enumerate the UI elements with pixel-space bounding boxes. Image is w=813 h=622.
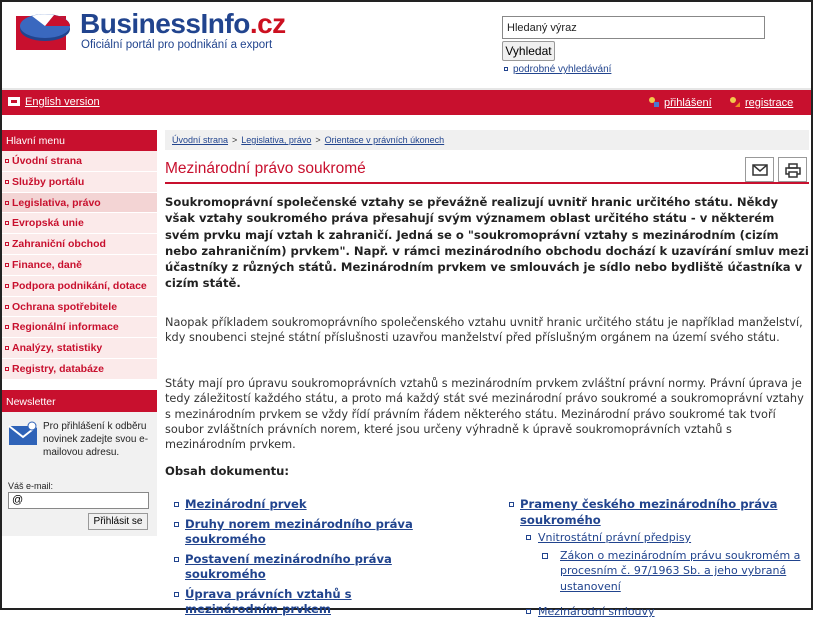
square-bullet-icon (5, 221, 9, 225)
square-bullet-icon (5, 263, 9, 267)
square-bullet-icon (5, 201, 9, 205)
lead-paragraph: Soukromoprávní společenské vztahy se převážně realizují uvnitř hranic určitého státu. Někdy však vztahy soukromého práva přesahují svým významem oblast určitého státu - v některém svém prvku mají vztah k zahraničí. Jedná se o "soukromoprávní vztahy s mezinárodním (cizím nebo zahraničním) prvkem". Např. v rámci mezinárodního obchodu dochází k uzavírání smluv mezi účastníky z různých států. Mezinárodním prvkem ve smlouvách je sídlo nebo bydliště účastníka v cizím státě. (165, 195, 809, 291)
newsletter-text: Pro přihlášení k odběru novinek zadejte svou e-mailovou adresu. (43, 420, 149, 458)
print-icon (785, 163, 801, 178)
paragraph-1: Naopak příkladem soukromoprávního společenského vztahu uvnitř hranic určitého státu je například manželství, kdy snoubenci stejné státní příslušnosti uzavřou manželství před příslušným orgánem na území svého státu. (165, 316, 803, 345)
sidebar-item[interactable] (2, 317, 157, 338)
toc-sub-sub-link[interactable]: Zákon o mezinárodním právu soukromém a procesním č. 97/1963 Sb. a jeho vybraná ustanovení (500, 548, 808, 595)
envelope-icon (8, 422, 38, 446)
sidebar (2, 130, 157, 536)
square-bullet-icon (5, 346, 9, 350)
register-link[interactable]: registrace (729, 96, 793, 109)
breadcrumb-separator: > (232, 135, 238, 145)
sidebar-item-label: Evropská unie (12, 217, 84, 230)
square-bullet-icon (174, 592, 179, 597)
site-header (2, 2, 811, 88)
sidebar-item[interactable] (2, 255, 157, 276)
sidebar-item-label: Ochrana spotřebitele (12, 300, 118, 313)
square-bullet-icon (5, 159, 9, 163)
square-bullet-icon (504, 67, 508, 71)
toc-sub-link[interactable]: Mezinárodní smlouvy (500, 604, 808, 620)
register-icon (729, 96, 741, 108)
sidebar-item[interactable] (2, 297, 157, 318)
main-menu (2, 151, 157, 380)
subscribe-button[interactable]: Přihlásit se (88, 513, 148, 530)
square-bullet-icon (174, 557, 179, 562)
sidebar-item-label: Služby portálu (12, 175, 85, 188)
square-bullet-icon (5, 284, 9, 288)
sidebar-item-label: Úvodní strana (12, 155, 83, 167)
toc-link[interactable]: Úprava právních vztahů s mezinárodním prvkem (165, 587, 415, 618)
square-bullet-icon (174, 502, 179, 507)
main-menu-title: Hlavní menu (2, 130, 157, 151)
breadcrumb (165, 130, 809, 150)
page-title: Mezinárodní právo soukromé (165, 160, 366, 177)
sidebar-item-label: Registry, databáze (12, 362, 105, 375)
search-button[interactable]: Vyhledat (502, 41, 555, 61)
toc-link[interactable]: Druhy norem mezinárodního práva soukromého (165, 517, 415, 548)
brand-tagline: Oficiální portál pro podnikání a export (81, 39, 273, 51)
login-icon (648, 96, 660, 108)
breadcrumb-home[interactable]: Úvodní strana (172, 135, 229, 145)
square-bullet-icon (526, 609, 531, 614)
sidebar-item-label: Finance, daně (12, 258, 83, 271)
square-bullet-icon (5, 242, 9, 246)
toc-link[interactable]: Postavení mezinárodního práva soukromého (165, 552, 415, 583)
top-nav-bar (2, 88, 811, 115)
email-field[interactable] (8, 492, 149, 509)
square-bullet-icon (174, 522, 179, 527)
sidebar-item[interactable] (2, 151, 157, 172)
advanced-search-link[interactable]: podrobné vyhledávání (504, 64, 611, 75)
square-bullet-icon (526, 535, 531, 540)
breadcrumb-current[interactable]: Orientace v právních úkonech (324, 135, 445, 145)
newsletter-title: Newsletter (2, 390, 157, 412)
sidebar-item-label: Analýzy, statistiky (12, 342, 103, 355)
login-link[interactable]: přihlášení (648, 96, 712, 109)
newsletter-box (2, 412, 157, 536)
sidebar-item[interactable] (2, 213, 157, 234)
toc-link[interactable]: Prameny českého mezinárodního práva soukromého (500, 497, 808, 528)
logo-icon[interactable] (16, 10, 78, 52)
sidebar-item-label: Podpora podnikání, dotace (12, 279, 147, 292)
sidebar-item[interactable] (2, 338, 157, 359)
square-bullet-icon (509, 502, 514, 507)
square-bullet-icon (5, 305, 9, 309)
search-input[interactable] (502, 16, 765, 39)
brand-name[interactable]: BusinessInfo.cz (80, 8, 286, 39)
flag-icon (8, 97, 20, 106)
breadcrumb-separator: > (315, 135, 321, 145)
sidebar-item[interactable] (2, 193, 157, 214)
email-page-button[interactable] (745, 157, 774, 182)
toc-right-column (500, 497, 808, 620)
sidebar-item[interactable] (2, 359, 157, 380)
square-bullet-icon (542, 553, 548, 559)
sidebar-item[interactable] (2, 276, 157, 297)
toc-title: Obsah dokumentu: (165, 464, 290, 478)
sidebar-item[interactable] (2, 172, 157, 193)
sidebar-item[interactable] (2, 234, 157, 255)
email-label: Váš e-mail: (8, 480, 54, 491)
sidebar-item-label: Legislativa, právo (12, 196, 101, 209)
email-icon (752, 163, 768, 177)
breadcrumb-legislation[interactable]: Legislativa, právo (241, 135, 312, 145)
square-bullet-icon (5, 325, 9, 329)
toc-sub-link[interactable]: Vnitrostátní právní předpisy (500, 530, 808, 546)
toc-left-column (165, 497, 415, 622)
square-bullet-icon (5, 367, 9, 371)
sidebar-item-label: Regionální informace (12, 321, 119, 334)
toc-link[interactable]: Mezinárodní prvek (165, 497, 415, 513)
sidebar-item-label: Zahraniční obchod (12, 238, 106, 251)
paragraph-2: Státy mají pro úpravu soukromoprávních vztahů s mezinárodním prvkem zvláštní právní normy. Právní úprava je tedy záležitostí každého státu, a proto má každý stát své mezinárodní právo soukromé a soukromoprávní vztahy s mezinárodním prvkem se vždy řídí právním řádem některého státu. Mezinárodní právo soukromé tak tvoří soubor zvláštních právních norem, které jsou určeny výhradně k úpravě soukromoprávních vztahů s mezinárodním prvkem. (165, 377, 804, 452)
square-bullet-icon (5, 180, 9, 184)
title-divider (165, 182, 809, 184)
print-button[interactable] (778, 157, 807, 182)
english-version-link[interactable]: English version (8, 96, 100, 108)
